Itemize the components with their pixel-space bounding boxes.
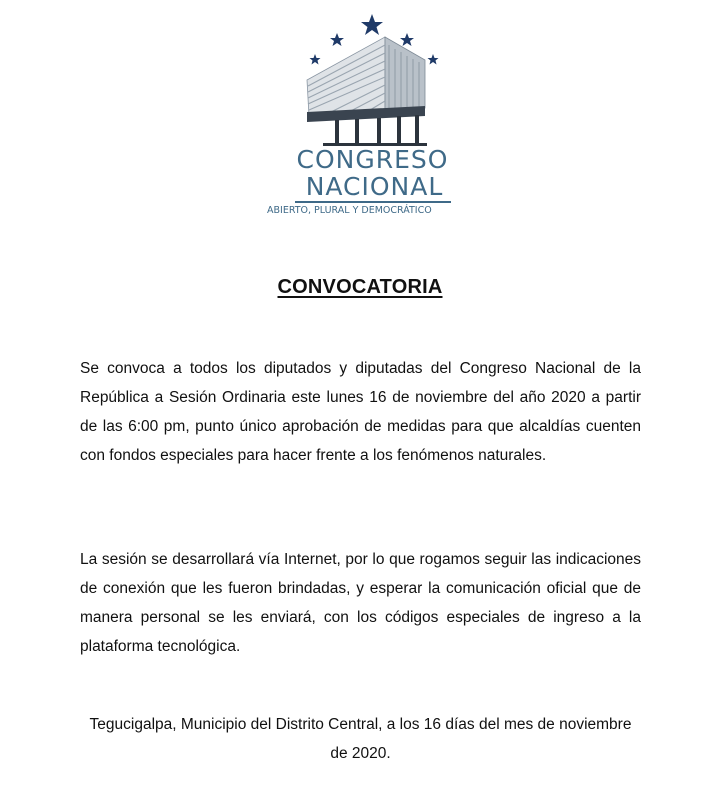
congress-building-icon	[285, 12, 460, 152]
logo-motto-text: ABIERTO, PLURAL Y DEMOCRÁTICO	[267, 205, 432, 216]
star-icon	[428, 54, 439, 65]
star-icon	[400, 33, 414, 46]
paragraph-convocation: Se convoca a todos los diputados y diputadas del Congreso Nacional de la República a Sesión Ordinaria este lunes 16 de noviembre del año 2020 a partir de las 6:00 pm, punto único aprobación de medidas para que alcaldías cuenten con fondos especiales para hacer frente a los fenómenos naturales.	[80, 360, 641, 464]
star-icon	[361, 14, 383, 35]
logo-text-line2: NACIONAL	[305, 172, 444, 201]
logo-text-line1: CONGRESO	[296, 145, 449, 174]
document-title: CONVOCATORIA	[277, 276, 443, 298]
star-icon	[310, 54, 321, 65]
congreso-nacional-logo	[267, 12, 460, 217]
closing-place-date: Tegucigalpa, Municipio del Distrito Central, a los 16 días del mes de noviembre de 2020.	[89, 716, 632, 762]
logo-divider	[295, 201, 451, 203]
paragraph-session-details: La sesión se desarrollará vía Internet, por lo que rogamos seguir las indicaciones de conexión que les fueron brindadas, y esperar la comunicación oficial que de manera personal se les enviará, con los códigos especiales de ingreso a la plataforma tecnológica.	[80, 551, 641, 655]
logo-motto	[267, 205, 451, 216]
star-icon	[330, 33, 344, 46]
